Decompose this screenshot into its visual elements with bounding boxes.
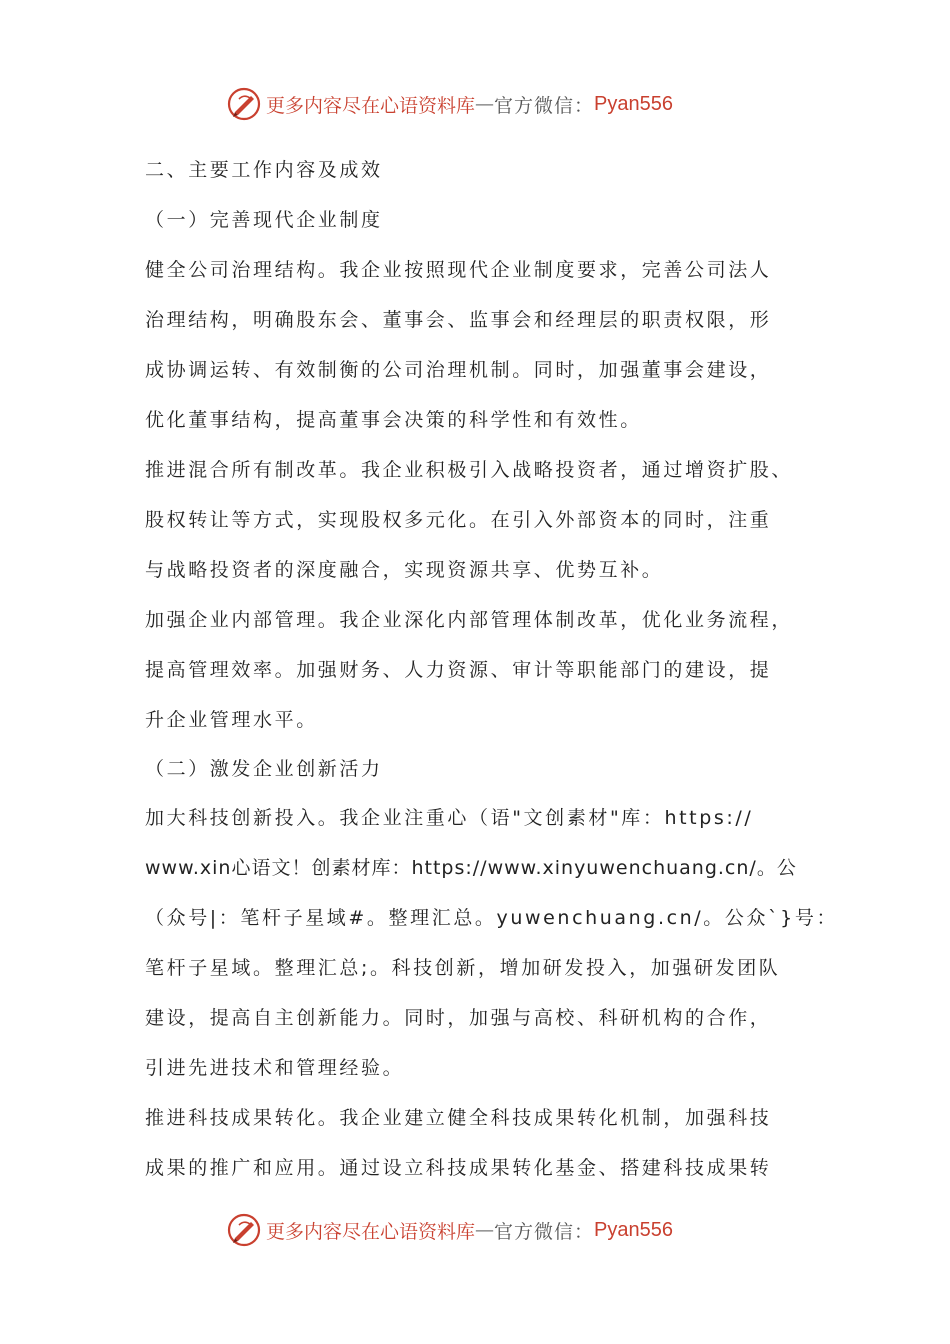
pen-logo-icon bbox=[226, 1212, 262, 1248]
paragraph-line: 成果的推广和应用。通过设立科技成果转化基金、搭建科技成果转 bbox=[145, 1157, 772, 1179]
paragraph-line: 优化董事结构，提高董事会决策的科学性和有效性。 bbox=[145, 409, 642, 431]
header-banner-dash: — bbox=[475, 93, 495, 115]
paragraph-line: www.xin心语文！创素材库：https://www.xinyuwenchuang.cn/。公 bbox=[145, 857, 797, 879]
paragraph-line: 与战略投资者的深度融合，实现资源共享、优势互补。 bbox=[145, 559, 664, 581]
paragraph-line: 提高管理效率。加强财务、人力资源、审计等职能部门的建设，提 bbox=[145, 659, 772, 681]
section-heading: 二、主要工作内容及成效 bbox=[145, 159, 383, 181]
paragraph-line: 升企业管理水平。 bbox=[145, 709, 318, 731]
paragraph-line: 成协调运转、有效制衡的公司治理机制。同时，加强董事会建设， bbox=[145, 359, 772, 381]
subsection-heading: （二）激发企业创新活力 bbox=[145, 758, 383, 780]
paragraph-line: 笔杆子星域。整理汇总;。科技创新，增加研发投入，加强研发团队 bbox=[145, 957, 781, 979]
paragraph-line: 推进科技成果转化。我企业建立健全科技成果转化机制，加强科技 bbox=[145, 1107, 772, 1129]
footer-banner bbox=[226, 1212, 673, 1248]
header-banner-title: 更多内容尽在心语资料库 bbox=[266, 94, 476, 117]
paragraph-line: （众号|：笔杆子星域#。整理汇总。yuwenchuang.cn/。公众`}号： bbox=[145, 907, 839, 929]
pen-logo-icon bbox=[226, 86, 262, 122]
paragraph-line: 加强企业内部管理。我企业深化内部管理体制改革，优化业务流程， bbox=[145, 609, 794, 631]
paragraph-line: 推进混合所有制改革。我企业积极引入战略投资者，通过增资扩股、 bbox=[145, 459, 794, 481]
paragraph-line: 治理结构，明确股东会、董事会、监事会和经理层的职责权限，形 bbox=[145, 309, 772, 331]
paragraph-line: 股权转让等方式，实现股权多元化。在引入外部资本的同时，注重 bbox=[145, 509, 772, 531]
header-banner-wechat-id: Pyan556 bbox=[594, 92, 673, 115]
header-banner bbox=[226, 86, 673, 122]
footer-banner-wechat-id: Pyan556 bbox=[594, 1218, 673, 1241]
footer-banner-dash: — bbox=[475, 1219, 495, 1241]
subsection-heading: （一）完善现代企业制度 bbox=[145, 209, 383, 231]
paragraph-line: 建设，提高自主创新能力。同时，加强与高校、科研机构的合作， bbox=[145, 1007, 772, 1029]
paragraph-line: 引进先进技术和管理经验。 bbox=[145, 1057, 405, 1079]
footer-banner-title: 更多内容尽在心语资料库 bbox=[266, 1220, 476, 1243]
paragraph-line: 加大科技创新投入。我企业注重心（语"文创素材"库：https:// bbox=[145, 807, 754, 829]
footer-banner-official-label: 官方微信： bbox=[494, 1220, 595, 1243]
header-banner-official-label: 官方微信： bbox=[494, 94, 595, 117]
paragraph-line: 健全公司治理结构。我企业按照现代企业制度要求，完善公司法人 bbox=[145, 259, 772, 281]
